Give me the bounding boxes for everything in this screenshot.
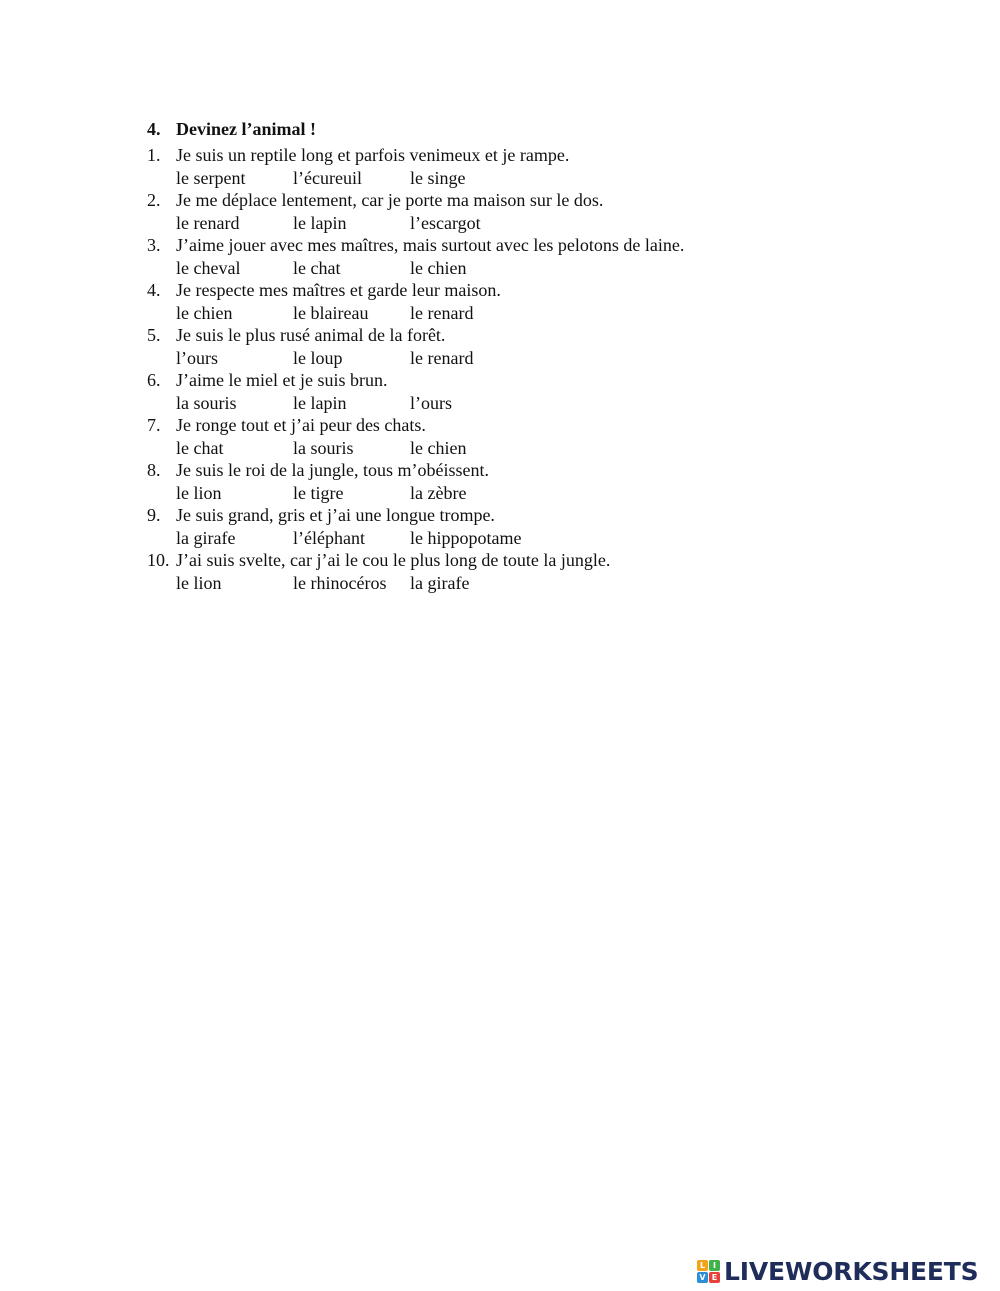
answer-option[interactable]: le rhinocéros (293, 572, 387, 593)
answer-option[interactable]: la girafe (410, 572, 470, 593)
answer-option[interactable]: le blaireau (293, 302, 369, 323)
question-row (147, 504, 847, 527)
question-text: Je respecte mes maîtres et garde leur maison. (176, 280, 501, 300)
question-text: J’aime jouer avec mes maîtres, mais surtout avec les pelotons de laine. (176, 235, 685, 255)
question-number: 2. (147, 190, 161, 210)
answer-options (147, 482, 847, 505)
liveworksheets-logo (697, 1256, 978, 1286)
question-item (147, 144, 847, 189)
logo-text: LIVEWORKSHEETS (724, 1256, 979, 1286)
answer-options (147, 437, 847, 460)
liveworksheets-logo-icon (697, 1260, 720, 1283)
exercise-title (147, 118, 316, 140)
answer-option[interactable]: l’ours (410, 392, 452, 413)
question-item (147, 279, 847, 324)
answer-option[interactable]: le tigre (293, 482, 344, 503)
answer-option[interactable]: le loup (293, 347, 343, 368)
logo-mark-square: V (697, 1272, 708, 1283)
question-item (147, 504, 847, 549)
answer-option[interactable]: la zèbre (410, 482, 467, 503)
question-row (147, 549, 847, 572)
question-item (147, 459, 847, 504)
answer-options (147, 257, 847, 280)
question-row (147, 144, 847, 167)
answer-option[interactable]: le hippopotame (410, 527, 522, 548)
question-row (147, 369, 847, 392)
question-text: Je suis un reptile long et parfois venimeux et je rampe. (176, 145, 570, 165)
answer-option[interactable]: le lapin (293, 392, 347, 413)
question-item (147, 189, 847, 234)
answer-option[interactable]: l’écureuil (293, 167, 362, 188)
answer-options (147, 572, 847, 595)
exercise-heading: Devinez l’animal ! (176, 119, 316, 139)
question-row (147, 414, 847, 437)
answer-options (147, 167, 847, 190)
logo-mark-square: L (697, 1260, 708, 1271)
answer-option[interactable]: le chien (410, 257, 467, 278)
question-item (147, 369, 847, 414)
answer-option[interactable]: le chat (176, 437, 224, 458)
question-row (147, 234, 847, 257)
answer-options (147, 527, 847, 550)
question-row (147, 459, 847, 482)
question-number: 6. (147, 370, 161, 390)
answer-option[interactable]: la girafe (176, 527, 236, 548)
answer-option[interactable]: la souris (176, 392, 237, 413)
question-item (147, 324, 847, 369)
question-number: 7. (147, 415, 161, 435)
answer-options (147, 347, 847, 370)
answer-option[interactable]: le chien (176, 302, 233, 323)
question-number: 4. (147, 280, 161, 300)
answer-options (147, 302, 847, 325)
question-item (147, 234, 847, 279)
question-row (147, 324, 847, 347)
exercise-number: 4. (147, 119, 161, 139)
answer-option[interactable]: l’escargot (410, 212, 481, 233)
question-list (147, 144, 847, 594)
answer-option[interactable]: le cheval (176, 257, 241, 278)
question-text: J’aime le miel et je suis brun. (176, 370, 388, 390)
question-number: 5. (147, 325, 161, 345)
question-row (147, 189, 847, 212)
answer-option[interactable]: l’ours (176, 347, 218, 368)
answer-option[interactable]: le singe (410, 167, 466, 188)
answer-option[interactable]: le lion (176, 572, 222, 593)
answer-option[interactable]: le chat (293, 257, 341, 278)
question-number: 10. (147, 550, 170, 570)
answer-option[interactable]: le lion (176, 482, 222, 503)
answer-option[interactable]: le lapin (293, 212, 347, 233)
answer-options (147, 212, 847, 235)
answer-option[interactable]: la souris (293, 437, 354, 458)
question-item (147, 414, 847, 459)
answer-option[interactable]: le serpent (176, 167, 246, 188)
question-text: Je ronge tout et j’ai peur des chats. (176, 415, 426, 435)
answer-option[interactable]: le chien (410, 437, 467, 458)
answer-option[interactable]: le renard (410, 347, 474, 368)
answer-options (147, 392, 847, 415)
question-row (147, 279, 847, 302)
answer-option[interactable]: l’éléphant (293, 527, 365, 548)
question-number: 9. (147, 505, 161, 525)
question-text: Je suis grand, gris et j’ai une longue trompe. (176, 505, 495, 525)
question-number: 8. (147, 460, 161, 480)
answer-option[interactable]: le renard (176, 212, 240, 233)
logo-mark-square: I (709, 1260, 720, 1271)
question-item (147, 549, 847, 594)
question-text: Je me déplace lentement, car je porte ma maison sur le dos. (176, 190, 604, 210)
question-number: 3. (147, 235, 161, 255)
question-text: Je suis le plus rusé animal de la forêt. (176, 325, 446, 345)
question-text: Je suis le roi de la jungle, tous m’obéissent. (176, 460, 489, 480)
logo-mark-square: E (709, 1272, 720, 1283)
question-number: 1. (147, 145, 161, 165)
answer-option[interactable]: le renard (410, 302, 474, 323)
question-text: J’ai suis svelte, car j’ai le cou le plus long de toute la jungle. (176, 550, 611, 570)
